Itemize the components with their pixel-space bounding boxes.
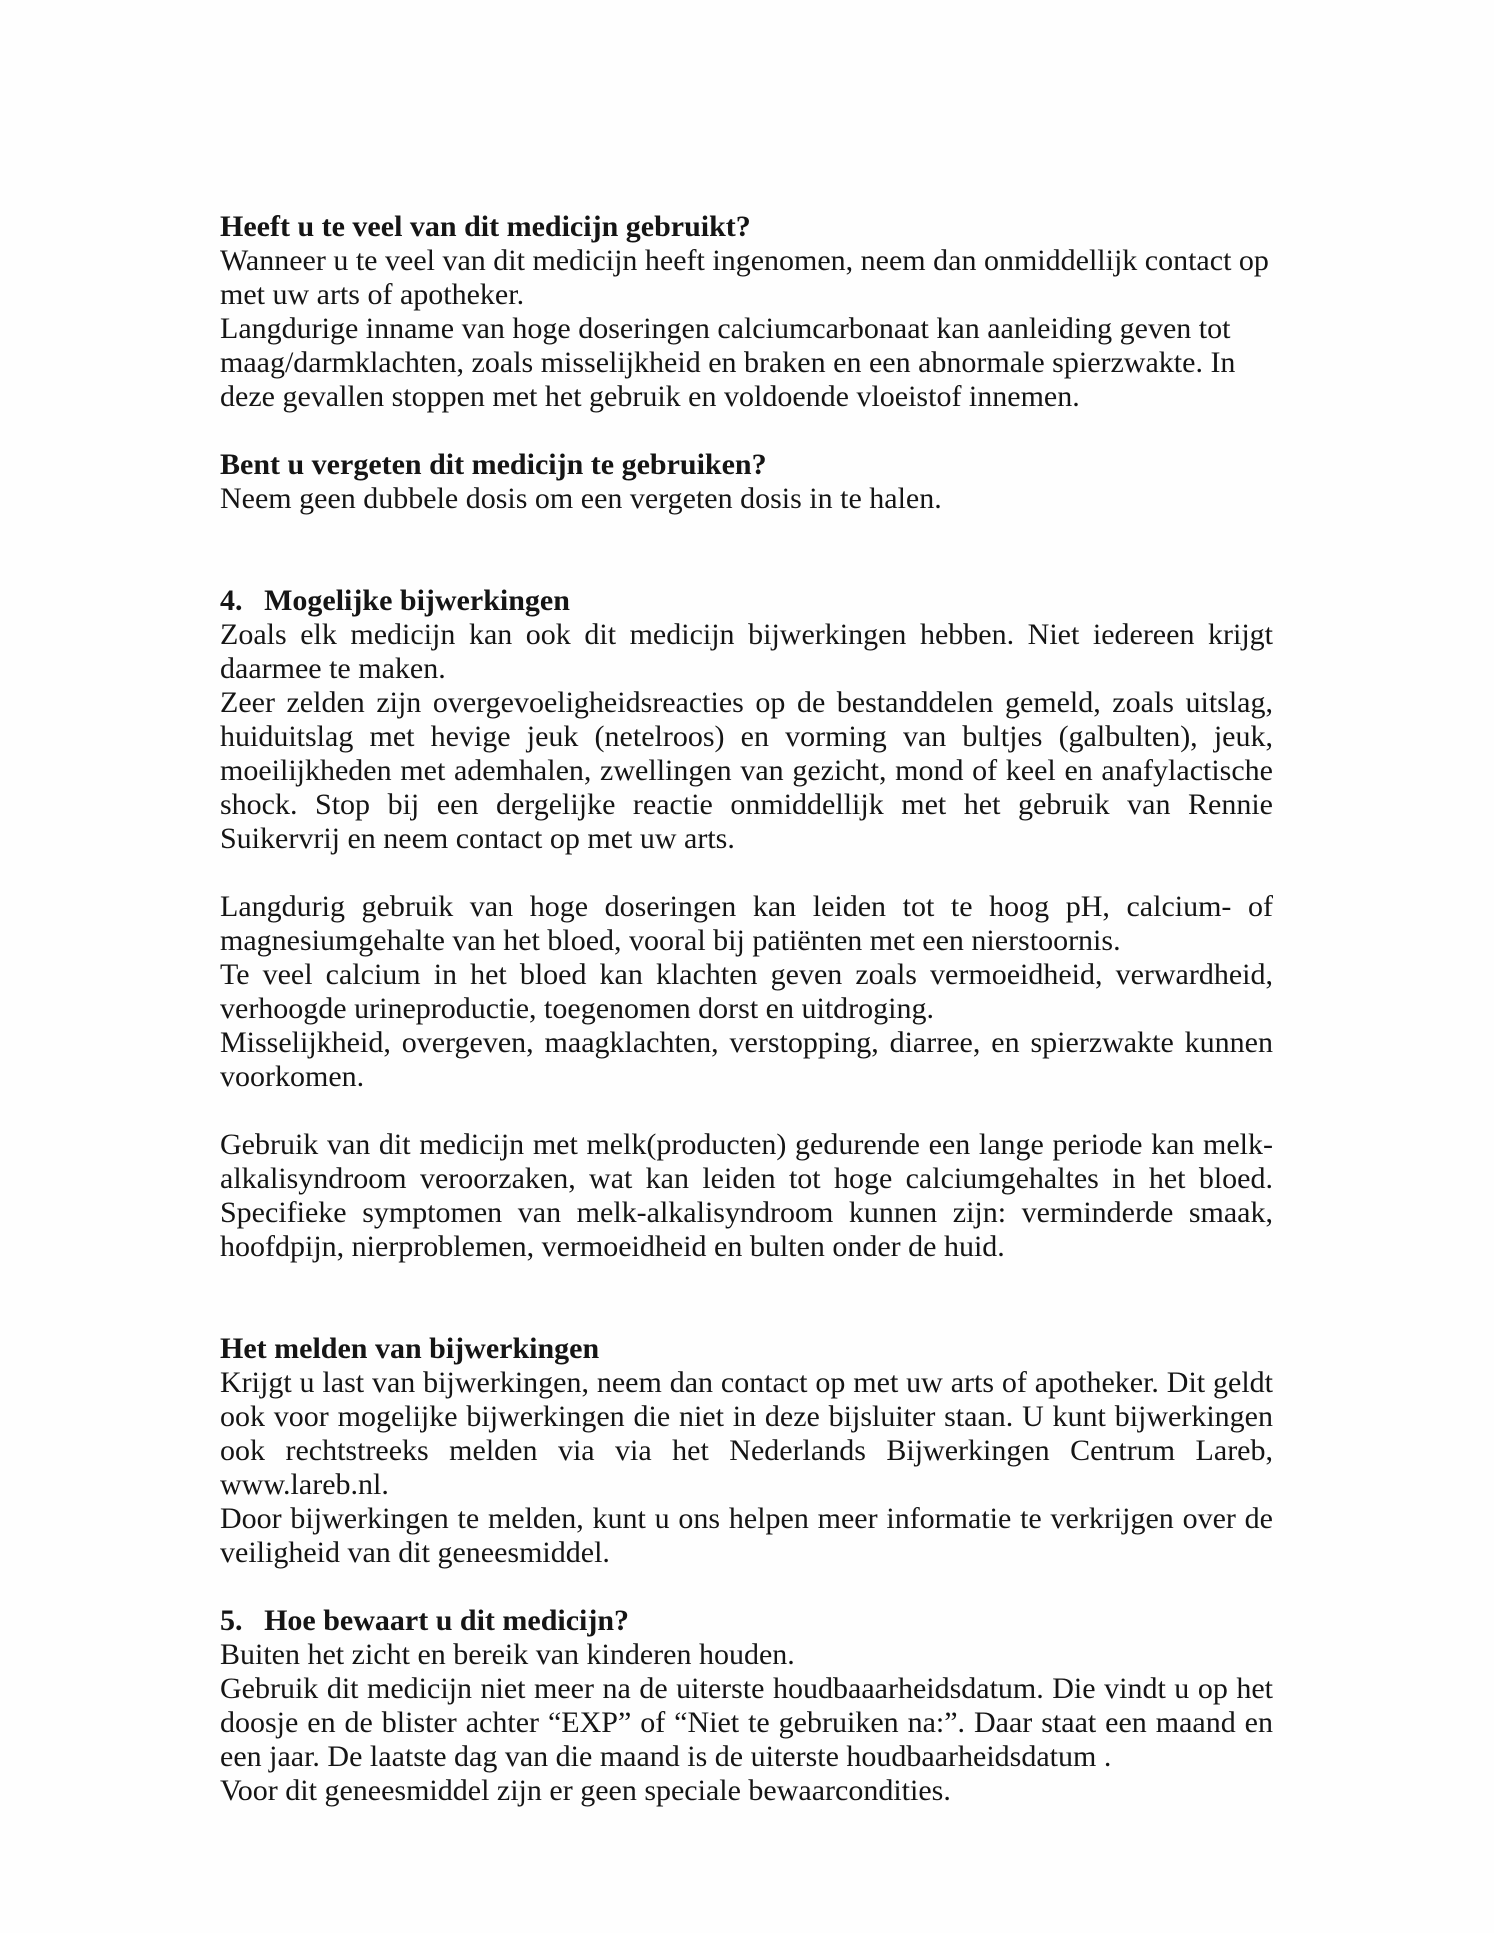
para-storage-children: Buiten het zicht en bereik van kinderen houden.: [220, 1638, 795, 1671]
heading-section-5: [220, 1604, 1273, 1638]
para-hypersensitivity: Zeer zelden zijn overgevoeligheidsreacties op de bestanddelen gemeld, zoals uitslag, huiduitslag met hevige jeuk (netelroos) en vorming van bultjes (galbulten), jeuk, moeilijkheden met ademhalen, zwellingen van gezicht, mond of keel en anafylactische shock. Stop bij een dergelijke reactie onmiddellijk met het gebruik van Rennie Suikervrij en neem contact op met uw arts.: [220, 686, 1273, 855]
para-side-effects-intro: Zoals elk medicijn kan ook dit medicijn bijwerkingen hebben. Niet iedereen krijgt daarmee te maken.: [220, 618, 1273, 685]
section-number: 4.: [220, 584, 243, 617]
para-reporting-2: Door bijwerkingen te melden, kunt u ons helpen meer informatie te verkrijgen over de veiligheid van dit geneesmiddel.: [220, 1502, 1273, 1569]
para-overdose-1: Wanneer u te veel van dit medicijn heeft ingenomen, neem dan onmiddellijk contact op met uw arts of apotheker.: [220, 244, 1269, 311]
blank-line: [220, 1094, 1273, 1128]
para-milk-alkali: Gebruik van dit medicijn met melk(producten) gedurende een lange periode kan melk-alkalisyndroom veroorzaken, wat kan leiden tot hoge calciumgehaltes in het bloed. Specifieke symptomen van melk-alkalisyndroom kunnen zijn: verminderde smaak, hoofdpijn, nierproblemen, vermoeidheid en bulten onder de huid.: [220, 1128, 1273, 1263]
blank-line: [220, 414, 1273, 448]
blank-line: [220, 1570, 1273, 1604]
blank-lines: [220, 516, 1273, 584]
text-content: [220, 210, 1273, 1808]
blank-lines: [220, 1264, 1273, 1332]
para-overdose-2: Langdurige inname van hoge doseringen calciumcarbonaat kan aanleiding geven tot maag/darmklachten, zoals misselijkheid en braken en een abnormale spierzwakte. In deze gevallen stoppen met het gebruik en voldoende vloeistof innemen.: [220, 312, 1236, 413]
para-storage-conditions: Voor dit geneesmiddel zijn er geen speciale bewaarcondities.: [220, 1774, 951, 1807]
heading-overdose: Heeft u te veel van dit medicijn gebruikt?: [220, 210, 751, 243]
section-title: Mogelijke bijwerkingen: [264, 584, 570, 617]
para-long-term-use: Langdurig gebruik van hoge doseringen kan leiden tot te hoog pH, calcium- of magnesiumgehalte van het bloed, vooral bij patiënten met een nierstoornis.: [220, 890, 1273, 957]
blank-line: [220, 856, 1273, 890]
heading-section-4: [220, 584, 1273, 618]
section-number: 5.: [220, 1604, 243, 1637]
heading-reporting: Het melden van bijwerkingen: [220, 1332, 600, 1365]
para-forgotten-dose: Neem geen dubbele dosis om een vergeten dosis in te halen.: [220, 482, 942, 515]
heading-forgotten-dose: Bent u vergeten dit medicijn te gebruiken?: [220, 448, 767, 481]
para-gi-symptoms: Misselijkheid, overgeven, maagklachten, verstopping, diarree, en spierzwakte kunnen voorkomen.: [220, 1026, 1273, 1093]
para-reporting-1: Krijgt u last van bijwerkingen, neem dan contact op met uw arts of apotheker. Dit geldt ook voor mogelijke bijwerkingen die niet in deze bijsluiter staan. U kunt bijwerkingen ook rechtstreeks melden via via het Nederlands Bijwerkingen Centrum Lareb, www.lareb.nl.: [220, 1366, 1273, 1501]
para-calcium-excess: Te veel calcium in het bloed kan klachten geven zoals vermoeidheid, verwardheid, verhoogde urineproductie, toegenomen dorst en uitdroging.: [220, 958, 1273, 1025]
para-storage-expiry: Gebruik dit medicijn niet meer na de uiterste houdbaaarheidsdatum. Die vindt u op het doosje en de blister achter “EXP” of “Niet te gebruiken na:”. Daar staat een maand en een jaar. De laatste dag van die maand is de uiterste houdbaarheidsdatum .: [220, 1672, 1273, 1773]
section-title: Hoe bewaart u dit medicijn?: [264, 1604, 630, 1637]
